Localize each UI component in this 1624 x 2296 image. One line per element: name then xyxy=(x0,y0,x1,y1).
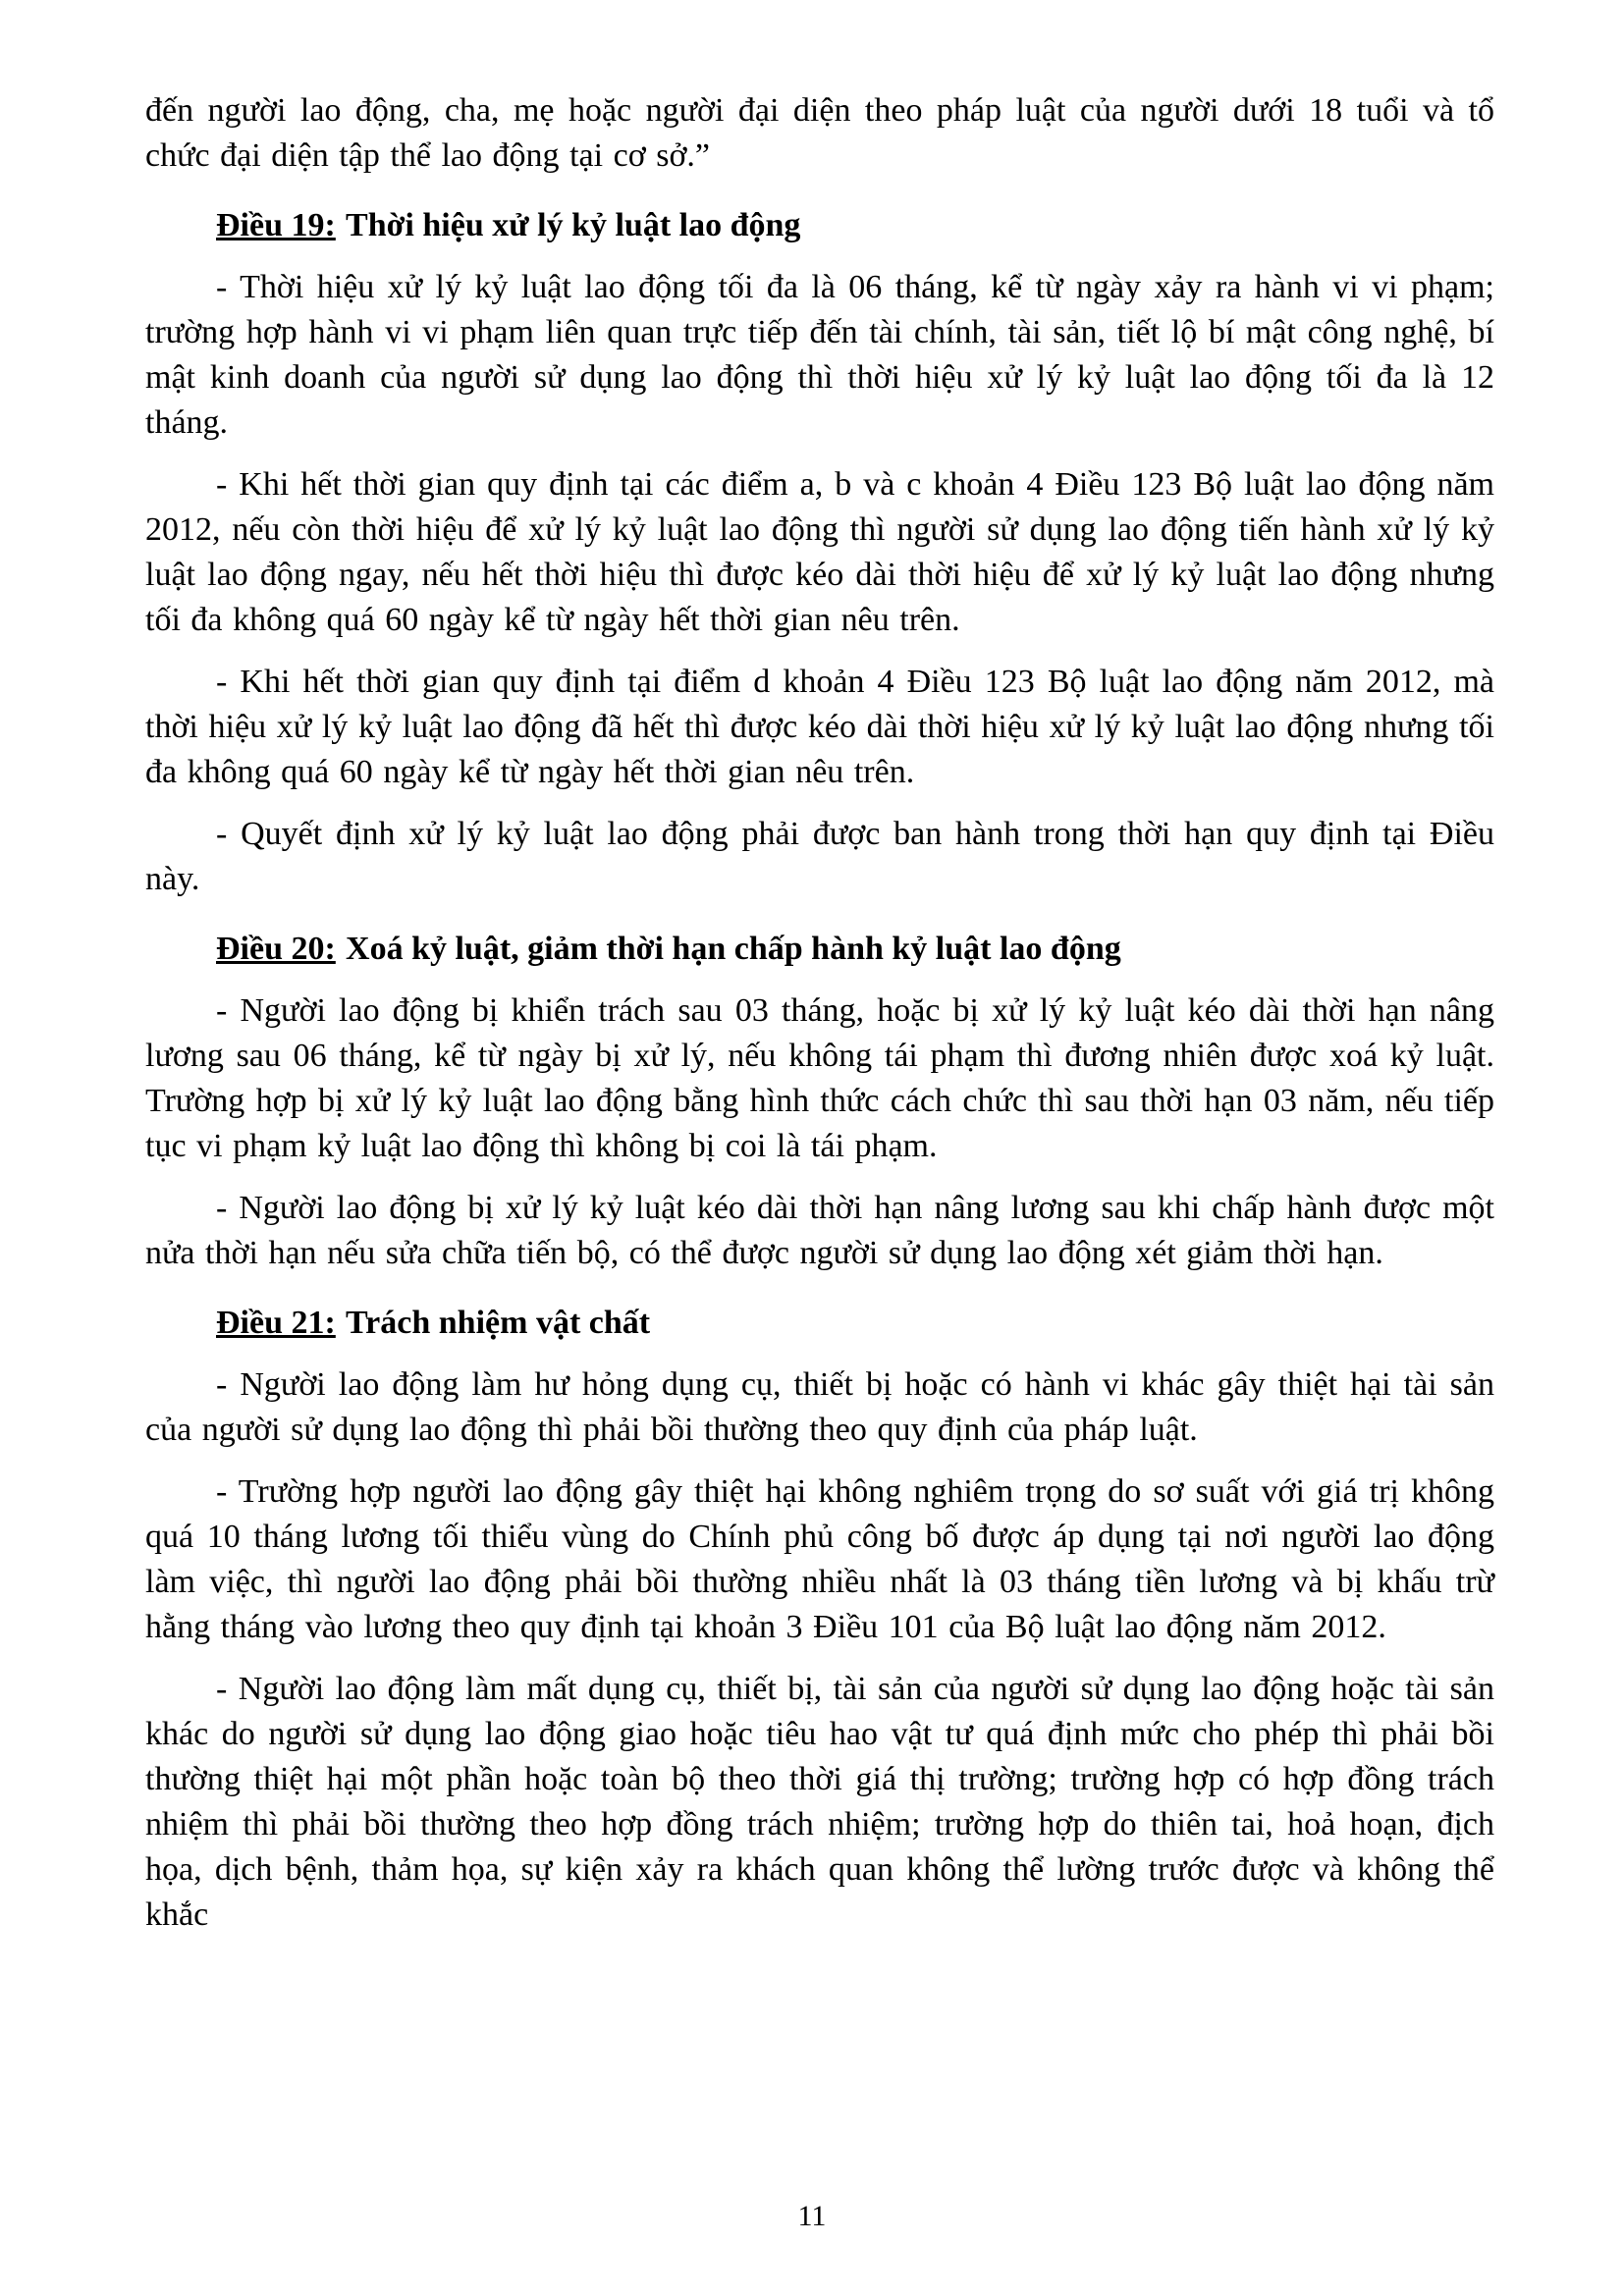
article-20-paragraph-1: - Người lao động bị khiển trách sau 03 tháng, hoặc bị xử lý kỷ luật kéo dài thời hạn nâng lương sau 06 tháng, kể từ ngày bị xử lý, nếu không tái phạm thì đương nhiên được xoá kỷ luật. Trường hợp bị xử lý kỷ luật lao động bằng hình thức cách chức thì sau thời hạn 03 năm, nếu tiếp tục vi phạm kỷ luật lao động thì không bị coi là tái phạm. xyxy=(145,992,1494,1164)
article-21-title: Trách nhiệm vật chất xyxy=(346,1305,651,1341)
article-19-paragraph-3: - Khi hết thời gian quy định tại điểm d khoản 4 Điều 123 Bộ luật lao động năm 2012, mà thời hiệu xử lý kỷ luật lao động đã hết thì được kéo dài thời hiệu xử lý kỷ luật lao động nhưng tối đa không quá 60 ngày kể từ ngày hết thời gian nêu trên. xyxy=(145,664,1494,790)
article-21-paragraph-1: - Người lao động làm hư hỏng dụng cụ, thiết bị hoặc có hành vi khác gây thiệt hại tài sản của người sử dụng lao động thì phải bồi thường theo quy định của pháp luật. xyxy=(145,1366,1494,1448)
article-20-heading xyxy=(145,927,1494,972)
article-19-label: Điều 19: xyxy=(216,207,336,243)
article-21-paragraph-3: - Người lao động làm mất dụng cụ, thiết bị, tài sản của người sử dụng lao động hoặc tài sản khác do người sử dụng lao động giao hoặc tiêu hao vật tư quá định mức cho phép thì phải bồi thường thiệt hại một phần hoặc toàn bộ theo thời giá thị trường; trường hợp có hợp đồng trách nhiệm thì phải bồi thường theo hợp đồng trách nhiệm; trường hợp do thiên tai, hoả hoạn, địch họa, dịch bệnh, thảm họa, sự kiện xảy ra khách quan không thể lường trước được và không thể khắc xyxy=(145,1671,1494,1933)
article-19-title: Thời hiệu xử lý kỷ luật lao động xyxy=(346,207,801,243)
article-20-label: Điều 20: xyxy=(216,931,336,967)
article-20-title: Xoá kỷ luật, giảm thời hạn chấp hành kỷ luật lao động xyxy=(346,931,1121,967)
page-body-text xyxy=(145,88,1494,1938)
article-20-paragraph-2: - Người lao động bị xử lý kỷ luật kéo dài thời hạn nâng lương sau khi chấp hành được một nửa thời hạn nếu sửa chữa tiến bộ, có thể được người sử dụng lao động xét giảm thời hạn. xyxy=(145,1190,1494,1271)
article-19-heading xyxy=(145,203,1494,248)
article-19-paragraph-4: - Quyết định xử lý kỷ luật lao động phải được ban hành trong thời hạn quy định tại Điều này. xyxy=(145,816,1494,897)
intro-continuation-paragraph: đến người lao động, cha, mẹ hoặc người đại diện theo pháp luật của người dưới 18 tuổi và tổ chức đại diện tập thể lao động tại cơ sở.” xyxy=(145,92,1494,174)
article-21-paragraph-2: - Trường hợp người lao động gây thiệt hại không nghiêm trọng do sơ suất với giá trị không quá 10 tháng lương tối thiểu vùng do Chính phủ công bố được áp dụng tại nơi người lao động làm việc, thì người lao động phải bồi thường nhiều nhất là 03 tháng tiền lương và bị khấu trừ hằng tháng vào lương theo quy định tại khoản 3 Điều 101 của Bộ luật lao động năm 2012. xyxy=(145,1473,1494,1645)
article-19-paragraph-1: - Thời hiệu xử lý kỷ luật lao động tối đa là 06 tháng, kể từ ngày xảy ra hành vi vi phạm; trường hợp hành vi vi phạm liên quan trực tiếp đến tài chính, tài sản, tiết lộ bí mật công nghệ, bí mật kinh doanh của người sử dụng lao động thì thời hiệu xử lý kỷ luật lao động tối đa là 12 tháng. xyxy=(145,269,1494,441)
page-number: 11 xyxy=(797,2200,827,2232)
article-19-paragraph-2: - Khi hết thời gian quy định tại các điểm a, b và c khoản 4 Điều 123 Bộ luật lao động năm 2012, nếu còn thời hiệu để xử lý kỷ luật lao động thì người sử dụng lao động tiến hành xử lý kỷ luật lao động ngay, nếu hết thời hiệu thì được kéo dài thời hiệu để xử lý kỷ luật lao động nhưng tối đa không quá 60 ngày kể từ ngày hết thời gian nêu trên. xyxy=(145,466,1494,638)
article-21-label: Điều 21: xyxy=(216,1305,336,1341)
article-21-heading xyxy=(145,1301,1494,1346)
